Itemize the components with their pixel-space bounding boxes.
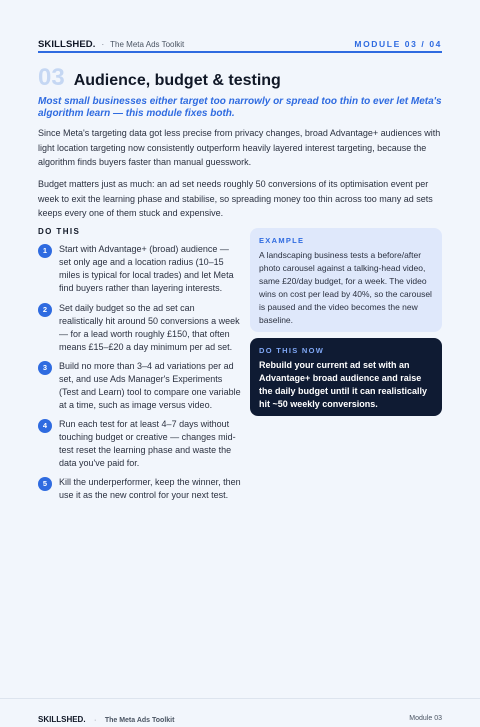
- step-text: Start with Advantage+ (broad) audience — set only age and a location radius (10–15 miles is typical for local trades) and let Meta find buyers rather than layering interests.: [59, 244, 234, 293]
- footer-brand-group: [38, 709, 174, 727]
- page-footer: [38, 712, 442, 724]
- do-this-heading: DO THIS: [38, 227, 81, 236]
- brand-separator: ·: [101, 39, 105, 49]
- footer-separator: ·: [94, 717, 97, 724]
- do-this-now-label: DO THIS NOW: [259, 346, 325, 355]
- page-header: [38, 36, 442, 52]
- brand-name: SKILLSHED.: [38, 38, 96, 50]
- example-card: [250, 228, 442, 332]
- step-number-badge: 1: [38, 244, 52, 258]
- footer-divider: [0, 698, 480, 699]
- step-number-badge: 5: [38, 477, 52, 491]
- step-text: Build no more than 3–4 ad variations per ad set, and use Ads Manager's Experiments (Test and Learn) tool to compare one variable at a time, such as image versus video.: [59, 361, 241, 410]
- step-text: Run each test for at least 4–7 days without touching budget or creative — changes mid-test reset the learning phase and waste the data you've paid for.: [59, 419, 236, 468]
- step-text: Set daily budget so the ad set can realistically hit around 50 conversions a week — for a lead worth roughly £150, that often means £15–£20 a day minimum per ad set.: [59, 303, 240, 352]
- lede: Most small businesses either target too narrowly or spread too thin to ever let Meta's algorithm learn — this module fixes both.: [38, 96, 442, 119]
- step-text: Kill the underperformer, keep the winner, then use it as the new control for your next test.: [59, 477, 241, 500]
- page-title: Audience, budget & testing: [73, 72, 281, 89]
- body-paragraph-2: Budget matters just as much: an ad set needs roughly 50 conversions of its optimisation event per week to exit the learning phase and stabilise, so spreading money too thin across too many ad sets keeps every one of them stuck and expensive.: [38, 179, 433, 218]
- title-row: [38, 64, 281, 92]
- step-number-badge: 3: [38, 361, 52, 375]
- module-tag: MODULE 03 / 04: [354, 39, 442, 49]
- body-paragraph-1: Since Meta's targeting data got less precise from privacy changes, broad Advantage+ audiences with light location targeting now consistently outperform heavily layered interest targeting, because the algorithm finds buyers faster than manual guesswork.: [38, 128, 441, 167]
- example-label: EXAMPLE: [259, 236, 305, 245]
- module-number: 03: [38, 64, 65, 91]
- step-number-badge: 2: [38, 303, 52, 317]
- brand: [38, 39, 184, 50]
- header-divider: [38, 51, 442, 53]
- footer-page-label: Module 03: [409, 714, 442, 722]
- do-this-now-card: [250, 338, 442, 416]
- footer-subtitle: The Meta Ads Toolkit: [104, 717, 175, 724]
- example-text: A landscaping business tests a before/after photo carousel against a talking-head video, same £20/day budget, for a week. The video wins on cost per lead by 40%, so the carousel is paused and the video becomes the new baseline.: [259, 250, 432, 325]
- do-this-now-text: Rebuild your current ad set with an Advantage+ broad audience and raise the daily budget until it can realistically hit ~50 weekly conversions.: [259, 360, 428, 409]
- footer-brand: SKILLSHED.: [38, 715, 86, 724]
- brand-subtitle: The Meta Ads Toolkit: [110, 39, 185, 49]
- step-number-badge: 4: [38, 419, 52, 433]
